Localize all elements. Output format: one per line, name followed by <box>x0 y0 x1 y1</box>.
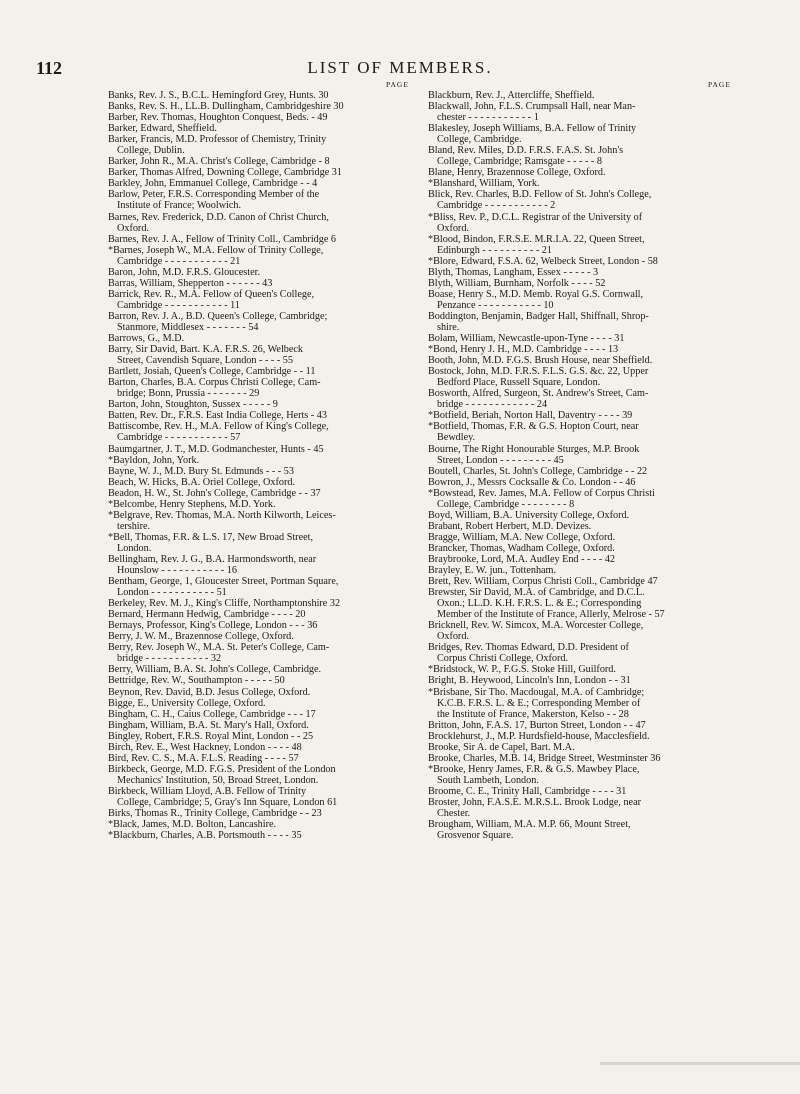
member-entry <box>108 178 410 189</box>
member-entry-line: Cambridge - - - - - - - - - - - 11 <box>117 299 240 311</box>
member-entry-line: Barker, Francis, M.D. Professor of Chemistry, Trinity <box>108 134 327 146</box>
member-entry <box>108 819 410 830</box>
member-entry <box>108 267 410 278</box>
member-entry <box>428 178 732 189</box>
member-entry <box>428 565 732 576</box>
member-entry-line: Oxford. <box>117 222 149 234</box>
member-entry-line: Cambridge - - - - - - - - - - - 21 <box>117 255 241 267</box>
member-entry <box>108 664 410 675</box>
member-entry-line: Banks, Rev. J. S., B.C.L. Hemingford Grey, Hunts. 30 <box>108 90 329 101</box>
member-entry-line: Battiscombe, Rev. H., M.A. Fellow of King's College, <box>108 421 329 433</box>
member-entry <box>428 145 732 167</box>
member-entry-line: Bricknell, Rev. W. Simcox, M.A. Worcester College, <box>428 620 644 632</box>
member-entry-line: Chester. <box>437 808 471 820</box>
member-entry-line: Birkbeck, George, M.D. F.G.S. President of the London <box>108 763 336 775</box>
member-entry-line: shire. <box>437 321 460 333</box>
member-entry-line: K.C.B. F.R.S. L. & E.; Corresponding Member of <box>437 697 641 709</box>
member-entry <box>428 675 732 686</box>
member-entry-line: Oxford. <box>437 222 469 234</box>
member-entry <box>428 123 732 145</box>
member-entry <box>428 510 732 521</box>
member-entry-line: Barker, Edward, Sheffield. <box>108 123 217 135</box>
member-entry <box>108 112 410 123</box>
member-entry-line: *Belcombe, Henry Stephens, M.D. York. <box>108 498 276 510</box>
member-entry-line: Beach, W. Hicks, B.A. Oriel College, Oxford. <box>108 476 296 488</box>
member-entry-line: Barrows, G., M.D. <box>108 333 185 345</box>
member-entry <box>428 267 732 278</box>
member-entry <box>108 731 410 742</box>
member-entry-line: Oxford. <box>437 631 469 643</box>
member-entry <box>428 355 732 366</box>
member-entry <box>108 499 410 510</box>
member-entry <box>428 388 732 410</box>
member-entry <box>108 753 410 764</box>
member-entry <box>108 421 410 443</box>
member-entry <box>108 742 410 753</box>
member-entry <box>108 189 410 211</box>
member-entry-line: Bernard, Hermann Hedwig, Cambridge - - - - 20 <box>108 609 306 621</box>
member-entry-line: *Botfield, Beriah, Norton Hall, Daventry - - - - 39 <box>428 410 633 422</box>
member-entry-line: Bedford Place, Russell Square, London. <box>437 377 601 389</box>
member-entry <box>108 466 410 477</box>
member-entry-line: Brewster, Sir David, M.A. of Cambridge, and D.C.L. <box>428 587 645 599</box>
member-entry-line: Beadon, H. W., St. John's College, Cambridge - - 37 <box>108 487 321 499</box>
member-entry <box>428 234 732 256</box>
member-entry-line: Berry, Rev. Joseph W., M.A. St. Peter's College, Cam- <box>108 642 330 654</box>
member-entry-line: College, Cambridge; Ramsgate - - - - - 8 <box>437 156 602 168</box>
member-entry <box>108 720 410 731</box>
member-entry <box>108 455 410 466</box>
member-entry-line: *Belgrave, Rev. Thomas, M.A. North Kilworth, Leices- <box>108 509 336 521</box>
member-entry <box>108 598 410 609</box>
member-entry-line: *Blanshard, William, York. <box>428 178 540 190</box>
member-entry-line: Birkbeck, William Lloyd, A.B. Fellow of Trinity <box>108 785 307 797</box>
member-entry <box>428 278 732 289</box>
member-entry <box>108 620 410 631</box>
member-entry <box>108 488 410 499</box>
member-entry <box>108 687 410 698</box>
member-entry <box>428 687 732 720</box>
member-entry-line: Barkley, John, Emmanuel College, Cambridge - - 4 <box>108 178 318 190</box>
member-entry <box>108 90 410 101</box>
member-entry <box>108 377 410 399</box>
member-entry <box>108 366 410 377</box>
member-entry-line: College, Cambridge. <box>437 134 522 146</box>
member-entry <box>108 764 410 786</box>
member-entry <box>108 212 410 234</box>
member-entry-line: Barrick, Rev. R., M.A. Fellow of Queen's College, <box>108 288 315 300</box>
member-entry <box>108 444 410 455</box>
member-entry-line: Bigge, E., University College, Oxford. <box>108 697 266 709</box>
member-entry <box>108 399 410 410</box>
member-entry <box>108 311 410 333</box>
member-entry-line: *Brisbane, Sir Tho. Macdougal, M.A. of Cambridge; <box>428 686 645 698</box>
member-entry <box>108 410 410 421</box>
member-entry-line: Baron, John, M.D. F.R.S. Gloucester. <box>108 266 260 278</box>
member-entry-line: Barker, John R., M.A. Christ's College, Cambridge - 8 <box>108 156 330 168</box>
member-entry-line: Barry, Sir David, Bart. K.A. F.R.S. 26, Welbeck <box>108 344 304 356</box>
member-entry-line: London - - - - - - - - - - - 51 <box>117 587 227 599</box>
page-number: 112 <box>36 58 63 78</box>
member-entry-line: Institute of France; Woolwich. <box>117 200 242 212</box>
member-entry-line: Barker, Thomas Alfred, Downing College, Cambridge 31 <box>108 167 342 179</box>
member-entry-line: *Blood, Bindon, F.R.S.E. M.R.I.A. 22, Queen Street, <box>428 233 645 245</box>
member-entry-line: Britton, John, F.A.S. 17, Burton Street, London - - 47 <box>428 719 646 731</box>
member-entry <box>428 576 732 587</box>
left-page-column-label: PAGE <box>386 80 409 89</box>
member-entry <box>428 410 732 421</box>
member-entry-line: *Bliss, Rev. P., D.C.L. Registrar of the University of <box>428 211 643 223</box>
member-entry-line: Blane, Henry, Brazennose College, Oxford. <box>428 167 606 179</box>
page-title: LIST OF MEMBERS. <box>307 58 493 77</box>
member-entry-line: *Blackburn, Charles, A.B. Portsmouth - - - - 35 <box>108 830 302 842</box>
member-entry-line: Broster, John, F.A.S.E. M.R.S.L. Brook Lodge, near <box>428 797 641 808</box>
member-entry-line: Cambridge - - - - - - - - - - - 57 <box>117 432 241 444</box>
member-entry-line: Street, Cavendish Square, London - - - - 55 <box>117 355 293 367</box>
member-entry <box>428 311 732 333</box>
member-entry-line: Barber, Rev. Thomas, Houghton Conquest, Beds. - 49 <box>108 112 328 124</box>
member-entry <box>108 123 410 134</box>
right-page-column-label: PAGE <box>708 80 731 89</box>
member-entry-line: Bolam, William, Newcastle-upon-Tyne - - - - 31 <box>428 333 625 345</box>
member-entry <box>428 532 732 543</box>
member-entry-line: Bartlett, Josiah, Queen's College, Cambridge - - 11 <box>108 366 316 378</box>
member-entry-line: Corpus Christi College, Oxford. <box>437 653 569 665</box>
member-entry <box>108 698 410 709</box>
member-entry <box>108 156 410 167</box>
member-entry-line: South Lambeth, London. <box>437 774 539 786</box>
member-entry-line: bridge - - - - - - - - - - - 32 <box>117 653 222 665</box>
member-entry-line: Brancker, Thomas, Wadham College, Oxford. <box>428 542 615 554</box>
member-entry <box>108 554 410 576</box>
member-entry-line: Barton, John, Stoughton, Sussex - - - - - 9 <box>108 399 278 411</box>
member-entry-line: Bosworth, Alfred, Surgeon, St. Andrew's Street, Cam- <box>428 388 649 400</box>
member-entry <box>108 786 410 808</box>
member-entry-line: Barron, Rev. J. A., B.D. Queen's College, Cambridge; <box>108 310 328 322</box>
member-entry-line: Barnes, Rev. J. A., Fellow of Trinity Coll., Cambridge 6 <box>108 233 336 245</box>
member-entry <box>428 466 732 477</box>
member-entry-line: Birks, Thomas R., Trinity College, Cambridge - - 23 <box>108 808 322 820</box>
member-entry-line: Bird, Rev. C. S., M.A. F.L.S. Reading - - - - 57 <box>108 752 299 764</box>
member-entry <box>108 642 410 664</box>
member-entry <box>428 642 732 664</box>
member-entry-line: Bingham, William, B.A. St. Mary's Hall, Oxford. <box>108 719 309 731</box>
member-entry <box>108 576 410 598</box>
member-entry-line: Birch, Rev. E., West Hackney, London - - - - 48 <box>108 741 302 753</box>
member-entry <box>428 764 732 786</box>
member-entry-line: Broome, C. E., Trinity Hall, Cambridge - - - - 31 <box>428 785 627 797</box>
member-entry-line: Beynon, Rev. David, B.D. Jesus College, Oxford. <box>108 686 311 698</box>
member-entry-line: *Black, James, M.D. Bolton, Lancashire. <box>108 819 277 831</box>
member-entry <box>108 675 410 686</box>
member-entry-line: bridge - - - - - - - - - - - - 24 <box>437 399 548 411</box>
member-entry <box>108 167 410 178</box>
member-entry-line: Bellingham, Rev. J. G., B.A. Harmondsworth, near <box>108 553 317 565</box>
member-entry-line: *Brooke, Henry James, F.R. & G.S. Mawbey Place, <box>428 763 640 775</box>
member-entry-line: Berry, J. W. M., Brazennose College, Oxford. <box>108 631 294 643</box>
member-entry <box>428 189 732 211</box>
member-entry <box>428 333 732 344</box>
member-entry <box>108 830 410 841</box>
member-entry <box>428 421 732 443</box>
member-entry <box>428 521 732 532</box>
member-entry-line: Boase, Henry S., M.D. Memb. Royal G.S. Cornwall, <box>428 288 644 300</box>
member-entry-line: Bragge, William, M.A. New College, Oxford. <box>428 531 615 543</box>
member-entry-line: Member of the Institute of France, Allerly, Melrose - 57 <box>437 609 665 621</box>
member-entry-line: Brocklehurst, J., M.P. Hurdsfield-house, Macclesfield. <box>428 730 650 742</box>
member-entry-line: Brabant, Robert Herbert, M.D. Devizes. <box>428 520 592 532</box>
right-member-column <box>428 90 732 841</box>
member-entry <box>108 510 410 532</box>
member-entry <box>428 101 732 123</box>
member-entry <box>428 488 732 510</box>
left-member-column <box>108 90 410 841</box>
member-entry <box>428 731 732 742</box>
member-entry <box>108 477 410 488</box>
member-entry <box>428 587 732 620</box>
member-entry-line: Barlow, Peter, F.R.S. Corresponding Member of the <box>108 189 320 201</box>
member-entry-line: *Bond, Henry J. H., M.D. Cambridge - - - - 13 <box>428 344 619 356</box>
member-entry-line: Berry, William, B.A. St. John's College, Cambridge. <box>108 664 322 676</box>
member-entry <box>428 167 732 178</box>
member-entry-line: Cambridge - - - - - - - - - - - 2 <box>437 200 556 212</box>
member-entry-line: Blick, Rev. Charles, B.D. Fellow of St. John's College, <box>428 189 652 201</box>
member-entry-line: Batten, Rev. Dr., F.R.S. East India College, Herts - 43 <box>108 410 327 422</box>
member-entry-line: *Bell, Thomas, F.R. & L.S. 17, New Broad Street, <box>108 531 313 543</box>
member-entry-line: College, Cambridge - - - - - - - - 8 <box>437 498 575 510</box>
member-entry <box>428 720 732 731</box>
member-entry-line: bridge; Bonn, Prussia - - - - - - - 29 <box>117 388 260 400</box>
member-entry-line: Stanmore, Middlesex - - - - - - - 54 <box>117 321 259 333</box>
member-entry <box>108 532 410 554</box>
member-entry <box>108 808 410 819</box>
member-entry-line: Barton, Charles, B.A. Corpus Christi College, Cam- <box>108 377 321 389</box>
member-entry-line: Blackburn, Rev. J., Attercliffe, Sheffield. <box>428 90 595 101</box>
member-entry-line: Bright, B. Heywood, Lincoln's Inn, London - - 31 <box>428 675 631 687</box>
member-entry <box>108 289 410 311</box>
member-entry-line: *Bayldon, John, York. <box>108 454 200 466</box>
member-entry-line: Blyth, Thomas, Langham, Essex - - - - - 3 <box>428 266 599 278</box>
member-entry-line: chester - - - - - - - - - - - 1 <box>437 112 539 124</box>
member-entry <box>428 344 732 355</box>
member-entry <box>108 709 410 720</box>
member-entry-line: London. <box>117 542 152 554</box>
member-entry-line: Penzance - - - - - - - - - - - 10 <box>437 299 554 311</box>
member-entry <box>108 134 410 156</box>
member-entry-line: Bewdley. <box>437 432 476 444</box>
member-entry <box>428 366 732 388</box>
member-entry-line: Boddington, Benjamin, Badger Hall, Shiffnall, Shrop- <box>428 310 649 322</box>
member-entry-line: Bettridge, Rev. W., Southampton - - - - - 50 <box>108 675 285 687</box>
member-entry <box>108 245 410 267</box>
member-entry <box>428 444 732 466</box>
member-entry-line: *Barnes, Joseph W., M.A. Fellow of Trinity College, <box>108 244 324 256</box>
member-entry-line: *Blore, Edward, F.S.A. 62, Welbeck Street, London - 58 <box>428 255 658 267</box>
member-entry-line: College, Cambridge; 5, Gray's Inn Square, London 61 <box>117 797 338 808</box>
member-entry-line: Braybrooke, Lord, M.A. Audley End - - - - 42 <box>428 553 616 565</box>
member-entry-line: Brett, Rev. William, Corpus Christi Coll., Cambridge 47 <box>428 576 658 588</box>
member-entry-line: Edinburgh - - - - - - - - - - 21 <box>437 244 552 256</box>
member-entry-line: Bostock, John, M.D. F.R.S. F.L.S. G.S. &c. 22, Upper <box>428 366 649 378</box>
member-entry-line: Brayley, E. W. jun., Tottenham. <box>428 565 557 577</box>
member-entry-line: Bingley, Robert, F.R.S. Royal Mint, London - - 25 <box>108 730 314 742</box>
member-entry-line: Barras, William, Shepperton - - - - - - 43 <box>108 277 273 289</box>
member-entry-line: Baumgartner, J. T., M.D. Godmanchester, Hunts - 45 <box>108 443 324 455</box>
member-entry <box>108 234 410 245</box>
member-entry-line: Bowron, J., Messrs Cocksalle & Co. London - - 46 <box>428 476 636 488</box>
member-entry-line: Hounslow - - - - - - - - - - - 16 <box>117 565 237 577</box>
member-entry <box>108 333 410 344</box>
member-entry-line: Street, London - - - - - - - - - 45 <box>437 454 564 466</box>
member-entry-line: Bingham, C. H., Caius College, Cambridge - - - 17 <box>108 708 316 720</box>
member-entry-line: Boutell, Charles, St. John's College, Cambridge - - 22 <box>428 465 648 477</box>
member-entry-line: Booth, John, M.D. F.G.S. Brush House, near Sheffield. <box>428 355 653 367</box>
member-entry-line: Brougham, William, M.A. M.P. 66, Mount Street, <box>428 819 631 831</box>
member-entry-line: *Bridstock, W. P., F.G.S. Stoke Hill, Guilford. <box>428 664 616 676</box>
member-entry <box>428 819 732 841</box>
member-entry-line: Brooke, Sir A. de Capel, Bart. M.A. <box>428 741 575 753</box>
member-entry-line: Blackwall, John, F.L.S. Crumpsall Hall, near Man- <box>428 101 636 113</box>
member-entry-line: tershire. <box>117 520 151 532</box>
member-entry-line: Grosvenor Square. <box>437 830 514 842</box>
member-entry-line: *Botfield, Thomas, F.R. & G.S. Hopton Court, near <box>428 421 639 433</box>
member-entry-line: Bourne, The Right Honourable Sturges, M.P. Brook <box>428 443 640 455</box>
member-entry <box>428 753 732 764</box>
member-entry <box>428 289 732 311</box>
member-entry <box>428 786 732 797</box>
member-entry-line: Blyth, William, Burnham, Norfolk - - - - 52 <box>428 277 606 289</box>
member-entry <box>428 256 732 267</box>
member-entry-line: Mechanics' Institution, 50, Broad Street, London. <box>117 774 319 786</box>
member-entry-line: Bayne, W. J., M.D. Bury St. Edmunds - - - 53 <box>108 465 294 477</box>
member-entry-line: *Bowstead, Rev. James, M.A. Fellow of Corpus Christi <box>428 487 655 499</box>
member-entry-line: Bernays, Professor, King's College, London - - - 36 <box>108 620 318 632</box>
member-entry <box>428 212 732 234</box>
member-entry-line: Bridges, Rev. Thomas Edward, D.D. President of <box>428 642 629 654</box>
member-entry-line: College, Dublin. <box>117 145 185 157</box>
member-entry <box>108 344 410 366</box>
member-entry <box>428 742 732 753</box>
member-entry <box>428 554 732 565</box>
member-entry <box>428 477 732 488</box>
member-entry <box>428 664 732 675</box>
member-entry <box>428 797 732 819</box>
member-entry-line: Bland, Rev. Miles, D.D. F.R.S. F.A.S. St. John's <box>428 145 624 157</box>
member-entry-line: Oxon.; LL.D. K.H. F.R.S. L. & E.; Corresponding <box>437 598 642 610</box>
member-entry-line: Boyd, William, B.A. University College, Oxford. <box>428 509 630 521</box>
member-entry <box>428 620 732 642</box>
member-entry-line: Berkeley, Rev. M. J., King's Cliffe, Northamptonshire 32 <box>108 598 341 610</box>
member-entry <box>108 609 410 620</box>
member-entry <box>108 631 410 642</box>
member-entry-line: Banks, Rev. S. H., LL.B. Dullingham, Cambridgeshire 30 <box>108 101 344 113</box>
member-entry-line: Blakesley, Joseph Williams, B.A. Fellow of Trinity <box>428 123 637 135</box>
member-entry-line: Brooke, Charles, M.B. 14, Bridge Street, Westminster 36 <box>428 752 661 764</box>
member-entry <box>108 101 410 112</box>
member-entry <box>428 90 732 101</box>
member-entry <box>428 543 732 554</box>
member-entry-line: Bentham, George, 1, Gloucester Street, Portman Square, <box>108 576 339 588</box>
member-entry-line: the Institute of France, Makerston, Kelso - - 28 <box>437 708 629 720</box>
member-entry-line: Barnes, Rev. Frederick, D.D. Canon of Christ Church, <box>108 211 329 223</box>
member-entry <box>108 278 410 289</box>
page-edge-shadow <box>600 1062 800 1065</box>
